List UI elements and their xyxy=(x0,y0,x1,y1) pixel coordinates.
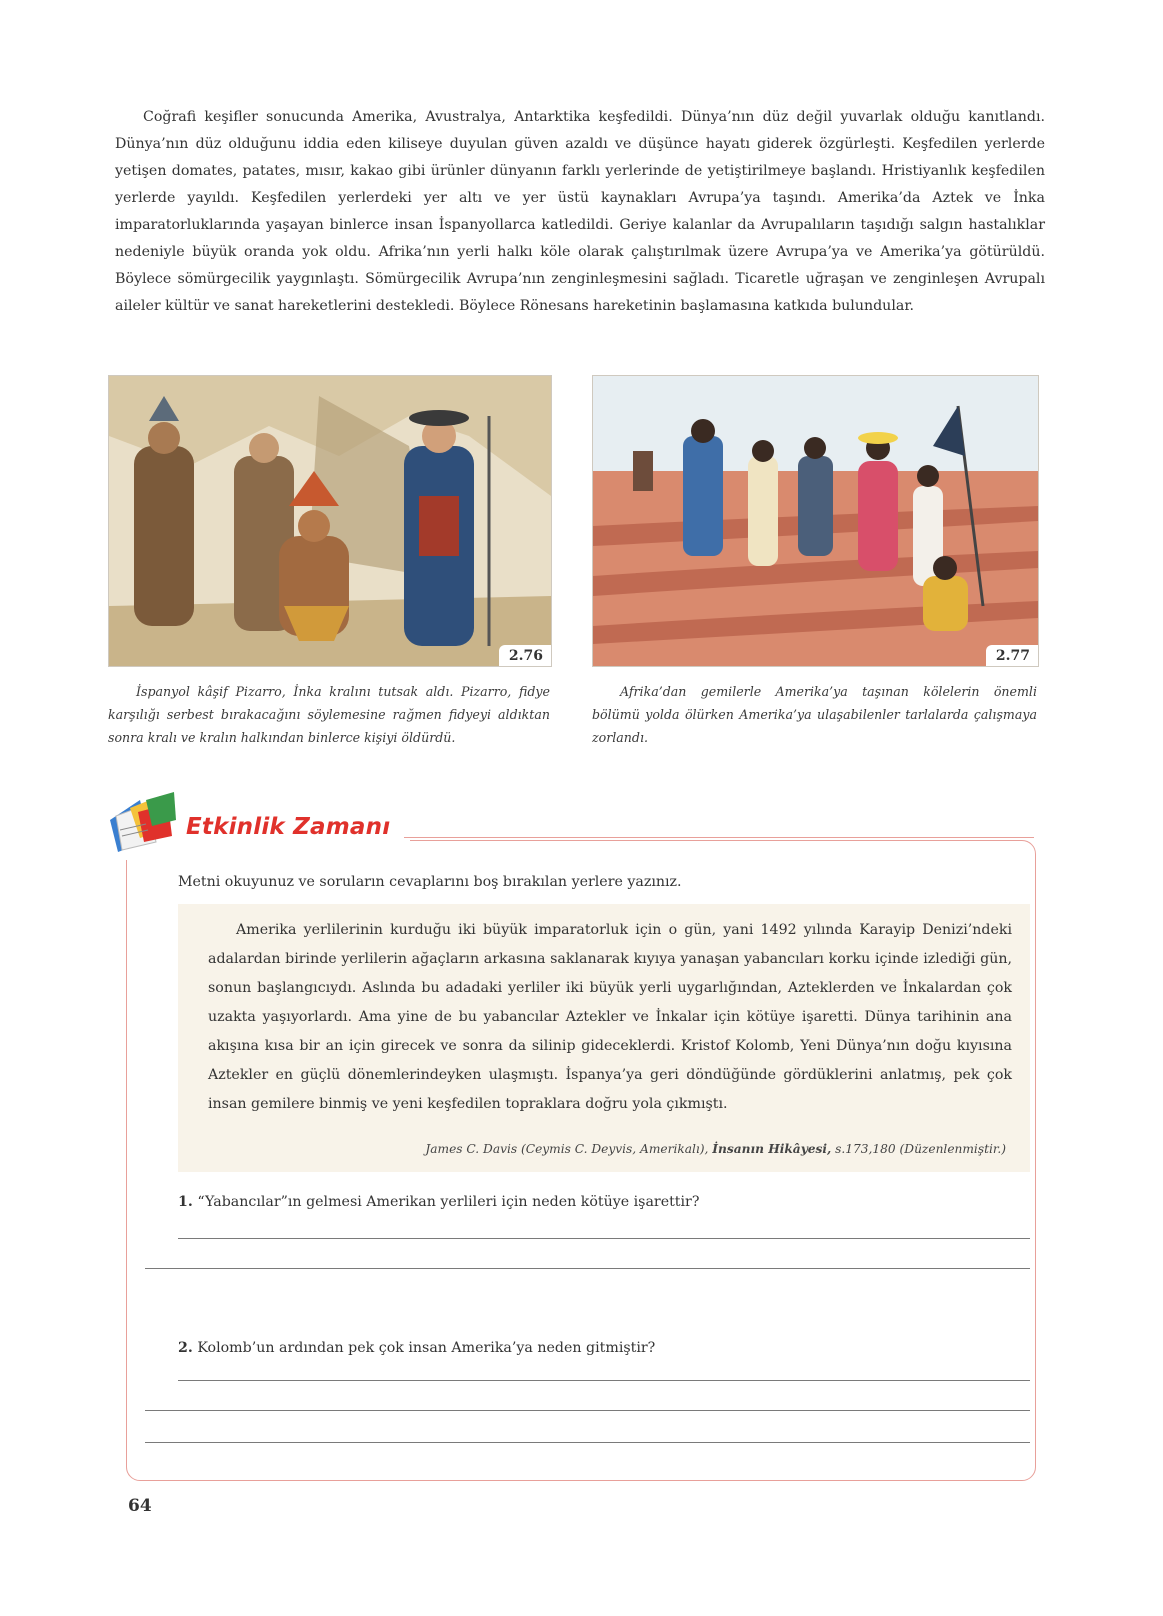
question-text: “Yabancılar”ın gelmesi Amerikan yerlileri için neden kötüye işarettir? xyxy=(197,1194,700,1210)
pizarro-engraving-image xyxy=(109,376,551,666)
question-1 xyxy=(178,1194,699,1210)
page-number: 64 xyxy=(128,1496,152,1516)
activity-title: Etkinlik Zamanı xyxy=(186,814,391,840)
activity-papers-icon xyxy=(100,790,180,860)
answer-line[interactable] xyxy=(145,1268,1030,1269)
reading-text: Amerika yerlilerinin kurduğu iki büyük imparatorluk için o gün, yani 1492 yılında Karayip Denizi’ndeki adalardan birinde yerlilerin ağaçların arkasına saklanarak kıyıya yanaşan yabancıları korku içinde izlediği gün, sonun başlangıcıydı. Aslında bu adadaki yerliler iki büyük yerli uygarlığından, Azteklerden ve İnkalardan çok uzakta yaşıyorlardı. Ama yine de bu yabancılar Aztekler ve İnkalar için kötüye işaretti. Dünya tarihinin ana akışına kısa bir an için girecek ve sonra da silinip gideceklerdi. Kristof Kolomb, Yeni Dünya’nın doğu kıyısına Aztekler en güçlü dönemlerindeyken ulaşmıştı. İspanya’ya geri döndüğünde gördüklerini anlatmış, pek çok insan gemilere binmiş ve yeni keşfedilen topraklara doğru yola çıkmıştı. xyxy=(208,922,1012,1112)
activity-title-divider xyxy=(404,837,1034,838)
figure-slaves-field-illustration xyxy=(592,375,1039,667)
figure-caption-2-76: İspanyol kâşif Pizarro, İnka kralını tutsak aldı. Pizarro, fidye karşılığı serbest bırakacağını söylemesine rağmen fidyeyi aldıktan sonra kralı ve kralın halkından binlerce kişiyi öldürdü. xyxy=(108,684,550,745)
intro-paragraph: Coğrafi keşifler sonucunda Amerika, Avustralya, Antarktika keşfedildi. Dünya’nın düz değil yuvarlak olduğu kanıtlandı. Dünya’nın düz olduğunu iddia eden kiliseye duyulan güven azaldı ve düşünce hayatı giderek özgürleşti. Keşfedilen yerlerde yetişen domates, patates, mısır, kakao gibi ürünler dünyanın farklı yerlerinde de yetiştirilmeye başlandı. Hristiyanlık keşfedilen yerlerde yayıldı. Keşfedilen yerlerdeki yer altı ve yer üstü kaynakları Avrupa’ya taşındı. Amerika’da Aztek ve İnka imparatorluklarında yaşayan binlerce insan İspanyollarca katledildi. Geriye kalanlar da Avrupalıların taşıdığı salgın hastalıklar nedeniyle büyük oranda yok oldu. Afrika’nın yerli halkı köle olarak çalıştırılmak üzere Avrupa’ya ve Amerika’ya götürüldü. Böylece sömürgecilik yaygınlaştı. Sömürgecilik Avrupa’nın zenginleşmesini sağladı. Ticaretle uğraşan ve zenginleşen Avrupalı aileler kültür ve sanat hareketlerini destekledi. Böylece Rönesans hareketinin başlamasına katkıda bulundular. xyxy=(115,109,1045,314)
activity-instruction: Metni okuyunuz ve soruların cevaplarını boş bırakılan yerlere yazınız. xyxy=(178,874,682,890)
figure-caption-2-77: Afrika’dan gemilerle Amerika’ya taşınan kölelerin önemli bölümü yolda ölürken Amerika’ya ulaşabilenler tarlalarda çalışmaya zorlandı. xyxy=(592,684,1037,745)
figure-pizarro-illustration xyxy=(108,375,552,667)
slaves-field-painting-image xyxy=(593,376,1038,666)
source-author: James C. Davis (Ceymis C. Deyvis, Amerikalı), xyxy=(425,1142,709,1156)
answer-line[interactable] xyxy=(178,1238,1030,1239)
figure-number: 2.76 xyxy=(499,645,551,666)
answer-line[interactable] xyxy=(145,1410,1030,1411)
answer-line[interactable] xyxy=(178,1380,1030,1381)
source-pages: s.173,180 (Düzenlenmiştir.) xyxy=(835,1142,1006,1156)
question-number: 2. xyxy=(178,1340,193,1356)
source-title: İnsanın Hikâyesi, xyxy=(712,1142,832,1156)
question-2 xyxy=(178,1340,655,1356)
reading-passage xyxy=(178,904,1030,1172)
reading-source xyxy=(425,1142,1006,1156)
question-text: Kolomb’un ardından pek çok insan Amerika’ya neden gitmiştir? xyxy=(197,1340,656,1356)
answer-line[interactable] xyxy=(145,1442,1030,1443)
figure-number: 2.77 xyxy=(986,645,1038,666)
question-number: 1. xyxy=(178,1194,193,1210)
